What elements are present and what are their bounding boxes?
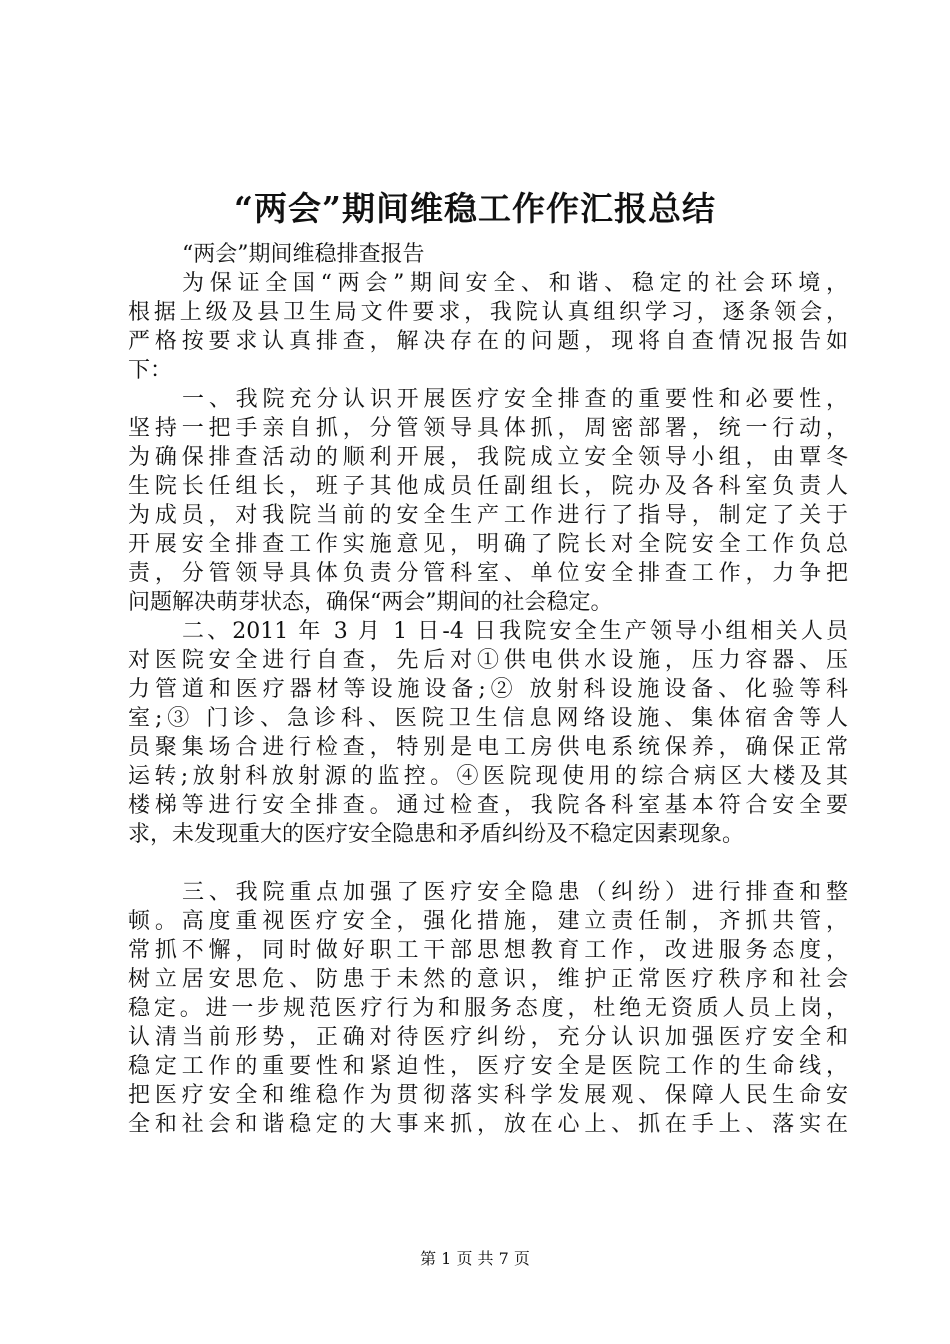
paragraph-line: 求，未发现重大的医疗安全隐患和矛盾纠纷及不稳定因素现象。	[128, 822, 745, 847]
paragraph-line: 严格按要求认真排查，解决存在的问题，现将自查情况报告如	[128, 329, 848, 354]
paragraph-line: 为确保排查活动的顺利开展，我院成立安全领导小组，由覃冬	[128, 445, 848, 470]
paragraph-line: 稳定工作的重要性和紧迫性，医疗安全是医院工作的生命线，	[128, 1054, 848, 1079]
paragraph-line: 稳定。进一步规范医疗行为和服务态度，杜绝无资质人员上岗，	[128, 996, 848, 1021]
paragraph-line: 为保证全国“两会”期间安全、和谐、稳定的社会环境，	[182, 271, 848, 296]
paragraph-line: 根据上级及县卫生局文件要求，我院认真组织学习，逐条领会，	[128, 300, 848, 325]
paragraph-line: 运转;放射科放射源的监控。④医院现使用的综合病区大楼及其	[128, 764, 848, 789]
paragraph-line: 全和社会和谐稳定的大事来抓，放在心上、抓在手上、落实在	[128, 1112, 848, 1137]
paragraph-line: 为成员，对我院当前的安全生产工作进行了指导，制定了关于	[128, 503, 848, 528]
paragraph-line: 对医院安全进行自查，先后对①供电供水设施，压力容器、压	[128, 648, 848, 673]
paragraph-line: 楼梯等进行安全排查。通过检查，我院各科室基本符合安全要	[128, 793, 848, 818]
paragraph-line: 坚持一把手亲自抓，分管领导具体抓，周密部署，统一行动，	[128, 416, 848, 441]
paragraph-line: 生院长任组长，班子其他成员任副组长，院办及各科室负责人	[128, 474, 848, 499]
paragraph-line: 责，分管领导具体负责分管科室、单位安全排查工作，力争把	[128, 561, 848, 586]
paragraph-line: 开展安全排查工作实施意见，明确了院长对全院安全工作负总	[128, 532, 848, 557]
paragraph-line: 二、2011 年 3 月 1 日-4 日我院安全生产领导小组相关人员	[182, 619, 848, 644]
paragraph-gap	[128, 849, 848, 878]
paragraph-line: 三、我院重点加强了医疗安全隐患（纠纷）进行排查和整	[182, 880, 848, 905]
document-title: “两会”期间维稳工作作汇报总结	[234, 189, 716, 228]
report-subtitle: “两会”期间维稳排查报告	[182, 242, 425, 267]
paragraph-line: 室;③ 门诊、急诊科、医院卫生信息网络设施、集体宿舍等人	[128, 706, 848, 731]
paragraph-line: 树立居安思危、防患于未然的意识，维护正常医疗秩序和社会	[128, 967, 848, 992]
page-number-footer: 第 1 页 共 7 页	[420, 1249, 530, 1268]
paragraph-line: 下：	[128, 358, 173, 383]
paragraph-line: 常抓不懈，同时做好职工干部思想教育工作，改进服务态度，	[128, 938, 848, 963]
paragraph-line: 顿。高度重视医疗安全，强化措施，建立责任制，齐抓共管，	[128, 909, 848, 934]
paragraph-line: 一、我院充分认识开展医疗安全排查的重要性和必要性，	[182, 387, 848, 412]
paragraph-line: 把医疗安全和维稳作为贯彻落实科学发展观、保障人民生命安	[128, 1083, 848, 1108]
paragraph-line: 员聚集场合进行检查，特别是电工房供电系统保养，确保正常	[128, 735, 848, 760]
paragraph-line: 力管道和医疗器材等设施设备;② 放射科设施设备、化验等科	[128, 677, 848, 702]
paragraph-line: 认清当前形势，正确对待医疗纠纷，充分认识加强医疗安全和	[128, 1025, 848, 1050]
paragraph-line: 问题解决萌芽状态，确保“两会”期间的社会稳定。	[128, 590, 613, 615]
document-body	[128, 240, 848, 1139]
